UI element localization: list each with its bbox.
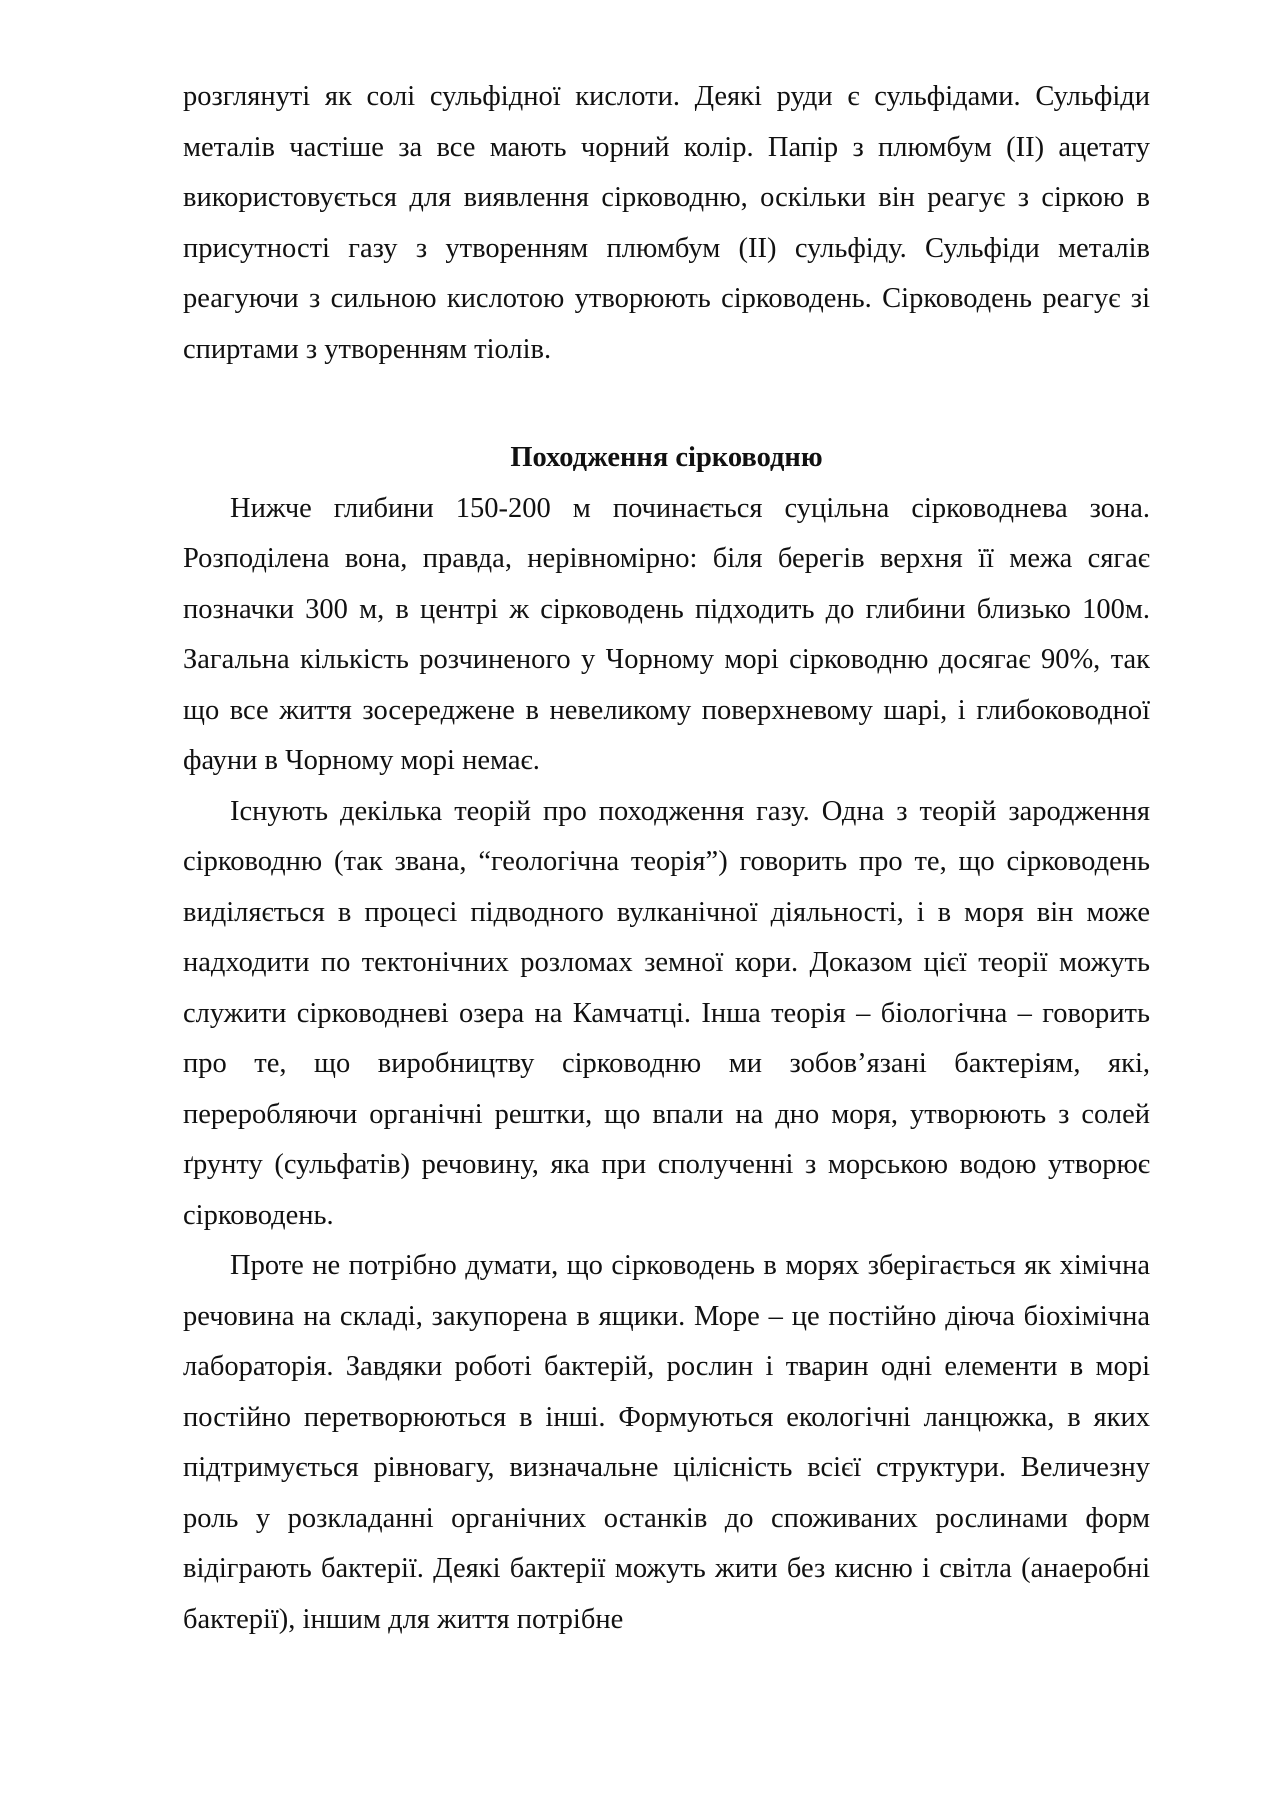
paragraph-sea-laboratory: Проте не потрібно думати, що сірководень в морях зберігається як хімічна речовина на складі, закупорена в ящики. Море – це постійно діюча біохімічна лабораторія. Завдяки роботі бактерій, рослин і тварин одні елементи в морі постійно перетворюються в інші. Формуються екологічні ланцюжка, в яких підтримується рівновагу, визначальне цілісність всієї структури. Величезну роль у розкладанні органічних останків до споживаних рослинами форм відіграють бактерії. Деякі бактерії можуть жити без кисню і світла (анаеробні бактерії), іншим для життя потрібне bbox=[183, 1250, 1150, 1635]
intro-paragraph: розглянуті як солі сульфідної кислоти. Деякі руди є сульфідами. Сульфіди металів частіше за все мають чорний колір. Папір з плюмбум (II) ацетату використовується для виявлення сірководню, оскільки він реагує з сіркою в присутності газу з утворенням плюмбум (II) сульфіду. Сульфіди металів реагуючи з сильною кислотою утворюють сірководень. Сірководень реагує зі спиртами з утворенням тіолів. bbox=[183, 81, 1150, 365]
document-page bbox=[183, 72, 1150, 1645]
paragraph-depth-zone: Нижче глибини 150-200 м починається суцільна сірководнева зона. Розподілена вона, правда, нерівномірно: біля берегів верхня її межа сягає позначки 300 м, в центрі ж сірководень підходить до глибини близько 100м. Загальна кількість розчиненого у Чорному морі сірководню досягає 90%, так що все життя зосереджене в невеликому поверхневому шарі, і глибоководної фауни в Чорному морі немає. bbox=[183, 492, 1150, 776]
section-heading: Походження сірководню bbox=[510, 442, 823, 473]
paragraph-origin-theories: Існують декілька теорій про походження газу. Одна з теорій зародження сірководню (так звана, “геологічна теорія”) говорить про те, що сірководень виділяється в процесі підводного вулканічної діяльності, і в моря він може надходити по тектонічних розломах земної кори. Доказом цієї теорії можуть служити сірководневі озера на Камчатці. Інша теорія – біологічна – говорить про те, що виробництву сірководню ми зобов’язані бактеріям, які, переробляючи органічні рештки, що впали на дно моря, утворюють з солей ґрунту (сульфатів) речовину, яка при сполученні з морською водою утворює сірководень. bbox=[183, 795, 1150, 1231]
